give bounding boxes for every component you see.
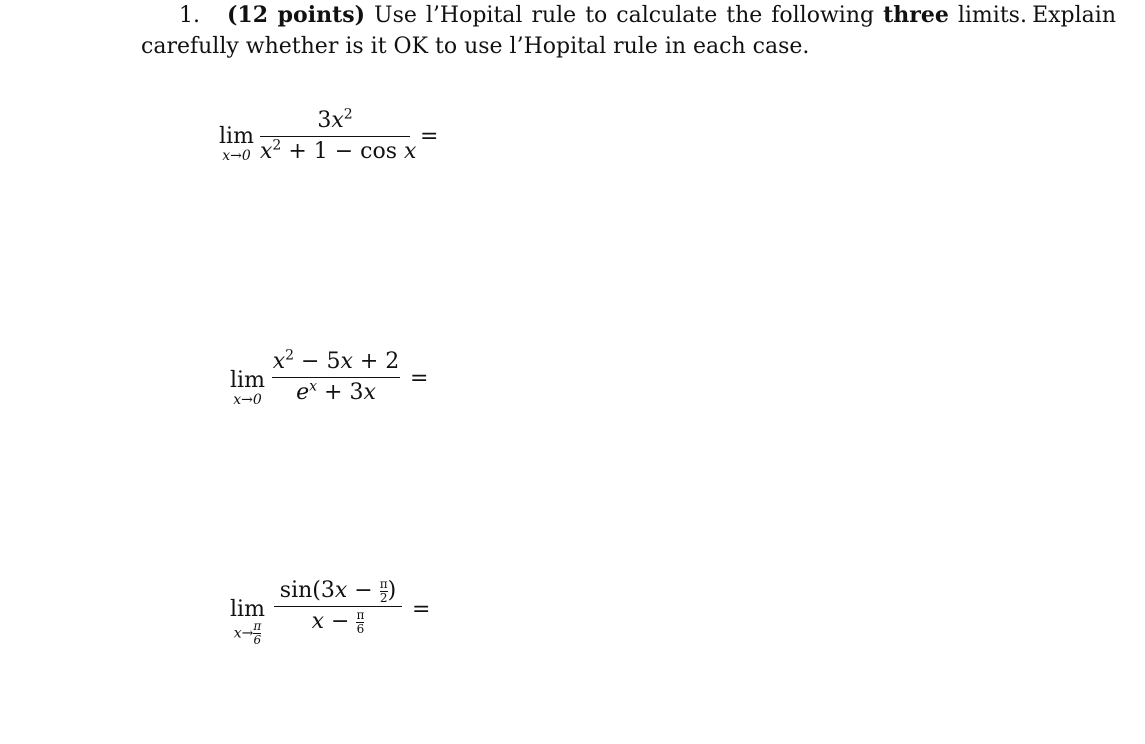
fraction-bar	[272, 377, 400, 378]
limit-1-denominator: $x^2 + 1 - \cos x$	[260, 137, 417, 164]
fraction-bar	[260, 136, 410, 137]
limit-1-numerator: $3x^2$	[317, 106, 353, 133]
limit-3-subscript: $x\to\frac{\pi}{6}$	[233, 619, 262, 647]
limit-3-equals: =	[412, 597, 431, 622]
problem-bold-word: three	[883, 2, 949, 28]
limit-2-numerator: $x^2 - 5x + 2$	[272, 347, 400, 374]
limit-2-equals: =	[410, 366, 429, 391]
limit-1-operator	[219, 126, 254, 164]
limit-1-equals: =	[420, 124, 439, 149]
limit-3-operator	[230, 599, 265, 646]
problem-text-b: limits.	[957, 3, 1027, 28]
limit-2-fraction	[272, 349, 400, 406]
problem-line-1	[141, 0, 1116, 31]
limit-3-denominator: $x - \frac{\pi}{6}$	[311, 607, 365, 636]
problem-number: 1.	[179, 3, 200, 28]
problem-statement	[141, 0, 1116, 62]
limit-1-lim: lim	[219, 124, 254, 149]
pi-over-6: $\frac{\pi}{6}$	[253, 619, 262, 647]
problem-line-2: carefully whether is it OK to use l’Hopital rule in each case.	[141, 34, 810, 59]
limit-3-numerator: $\sin(3x - \frac{\pi}{2})$	[279, 576, 397, 605]
limit-1-subscript: x→0	[222, 148, 251, 164]
limit-2-denominator: $e^x + 3x$	[296, 378, 376, 405]
limit-1-fraction	[260, 106, 417, 165]
limit-2-operator	[230, 370, 265, 408]
limit-2-subscript: x→0	[233, 392, 262, 408]
problem-points: (12 points)	[226, 2, 366, 28]
limit-3-fraction	[274, 578, 402, 635]
fraction-bar	[274, 606, 402, 607]
limit-2-lim: lim	[230, 368, 265, 393]
problem-text-a: Use l’Hopital rule to calculate the following	[374, 3, 875, 28]
problem-text-c: Explain	[1032, 3, 1116, 28]
pi-over-6: $\frac{\pi}{6}$	[356, 607, 365, 636]
problem-intro	[179, 0, 1027, 31]
limit-3-lim: lim	[230, 597, 265, 622]
pi-over-2: $\frac{\pi}{2}$	[379, 576, 388, 605]
